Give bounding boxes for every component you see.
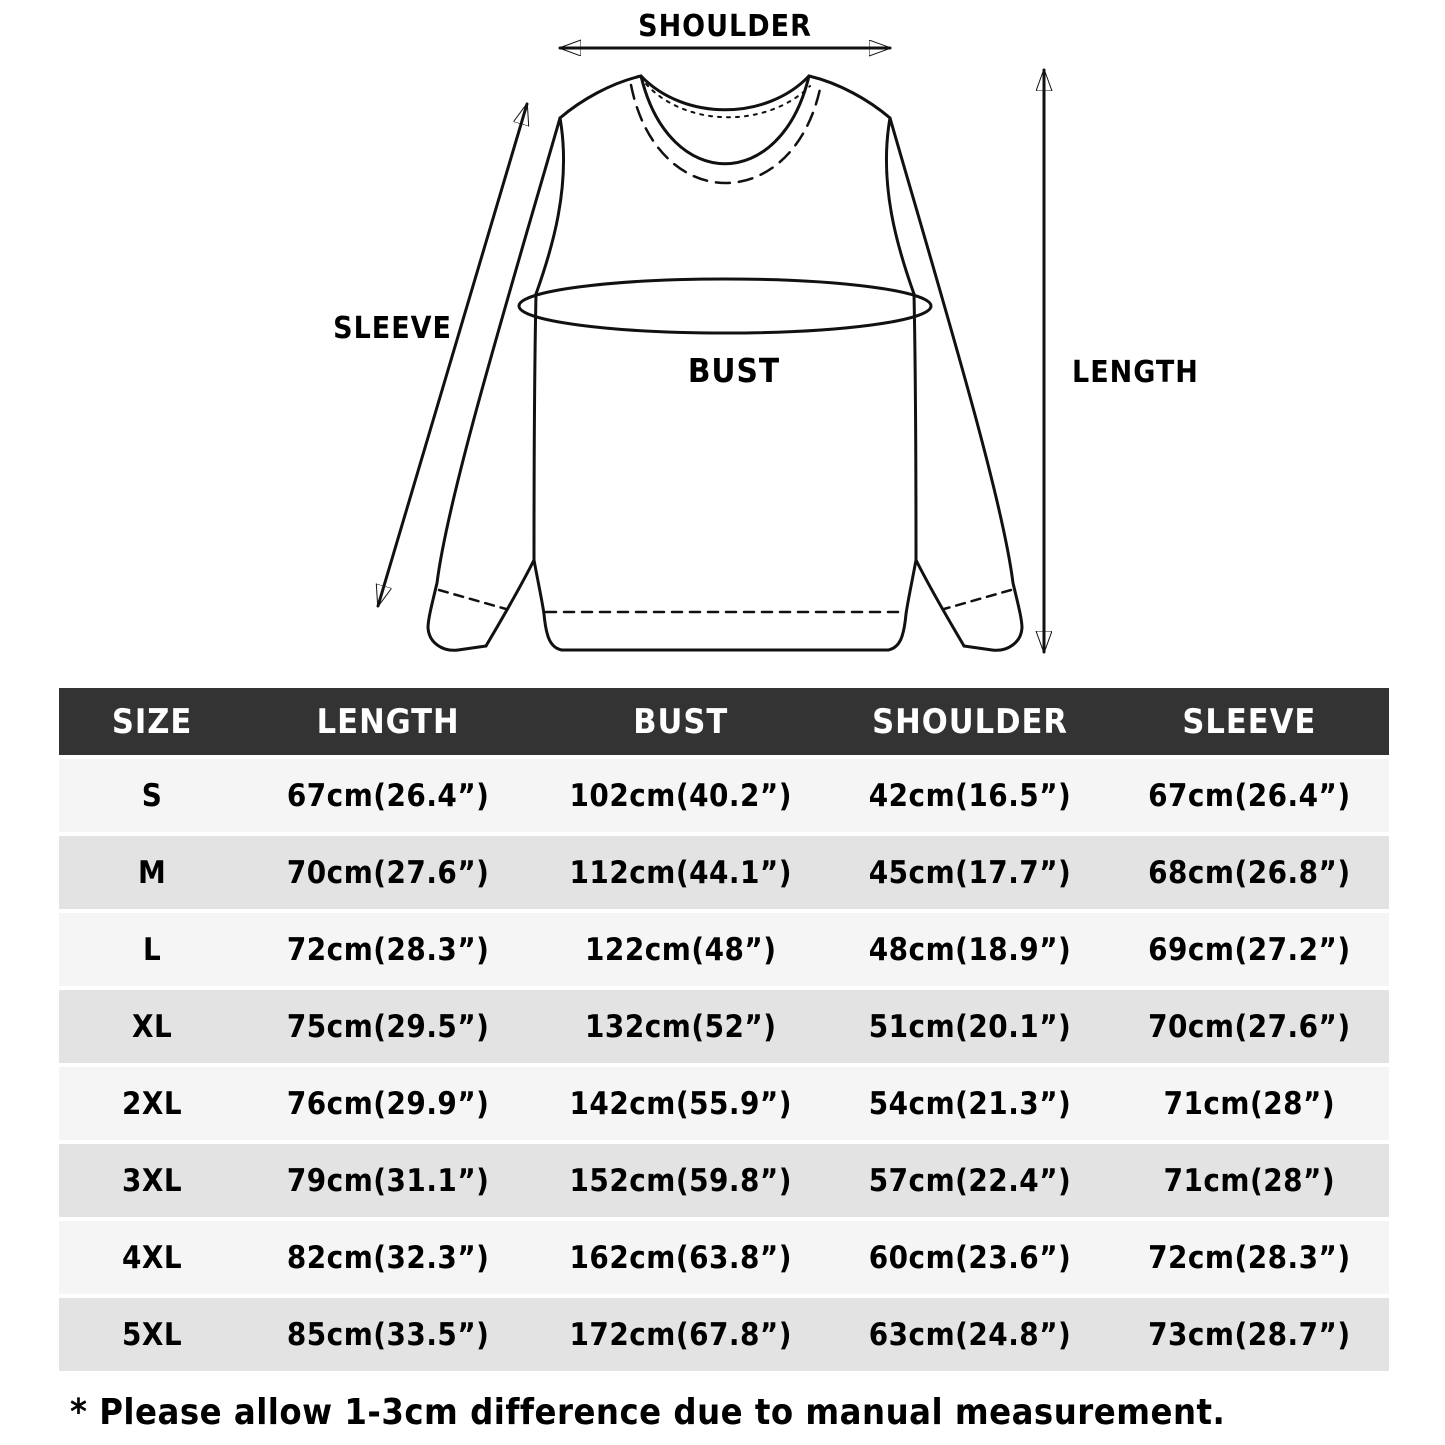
length-cell: 67cm(26.4”) — [245, 757, 531, 834]
length-label: LENGTH — [1072, 355, 1199, 390]
size-cell: L — [59, 911, 245, 988]
body-right-edge — [888, 294, 916, 650]
bust-cell: 142cm(55.9”) — [531, 1065, 830, 1142]
sleeve-cell: 71cm(28”) — [1110, 1065, 1389, 1142]
size-cell: M — [59, 834, 245, 911]
back-neckline — [641, 76, 809, 110]
table-row — [59, 1142, 1389, 1219]
shoulder-cell: 48cm(18.9”) — [830, 911, 1109, 988]
right-sleeve-inner-edge — [916, 560, 964, 646]
table-row — [59, 1219, 1389, 1296]
shoulder-cell: 57cm(22.4”) — [830, 1142, 1109, 1219]
bust-cell: 152cm(59.8”) — [531, 1142, 830, 1219]
size-cell: 4XL — [59, 1219, 245, 1296]
column-header-shoulder: SHOULDER — [830, 688, 1109, 757]
table-row — [59, 1065, 1389, 1142]
length-cell: 75cm(29.5”) — [245, 988, 531, 1065]
size-table-body — [59, 757, 1389, 1371]
bust-cell: 102cm(40.2”) — [531, 757, 830, 834]
left-armhole — [536, 118, 564, 294]
column-header-length: LENGTH — [245, 688, 531, 757]
right-armhole — [886, 118, 914, 294]
bust-cell: 162cm(63.8”) — [531, 1219, 830, 1296]
size-cell: XL — [59, 988, 245, 1065]
measurement-note: * Please allow 1-3cm difference due to manual measurement. — [70, 1392, 1226, 1433]
size-cell: S — [59, 757, 245, 834]
length-cell: 79cm(31.1”) — [245, 1142, 531, 1219]
column-header-size: SIZE — [59, 688, 245, 757]
sleeve-cell: 70cm(27.6”) — [1110, 988, 1389, 1065]
bust-cell: 122cm(48”) — [531, 911, 830, 988]
size-table — [59, 688, 1389, 1371]
back-collar-stitch — [646, 84, 810, 117]
sleeve-arrow — [378, 104, 527, 606]
right-shoulder-edge — [809, 76, 890, 118]
shoulder-label: SHOULDER — [638, 9, 812, 44]
garment-diagram — [0, 0, 1445, 682]
left-cuff-stitch-line — [439, 590, 506, 609]
sleeve-cell: 67cm(26.4”) — [1110, 757, 1389, 834]
shoulder-cell: 63cm(24.8”) — [830, 1296, 1109, 1371]
size-cell: 2XL — [59, 1065, 245, 1142]
size-cell: 5XL — [59, 1296, 245, 1371]
sleeve-cell: 72cm(28.3”) — [1110, 1219, 1389, 1296]
column-header-bust: BUST — [531, 688, 830, 757]
length-cell: 85cm(33.5”) — [245, 1296, 531, 1371]
shoulder-cell: 42cm(16.5”) — [830, 757, 1109, 834]
size-cell: 3XL — [59, 1142, 245, 1219]
sleeve-cell: 71cm(28”) — [1110, 1142, 1389, 1219]
length-cell: 70cm(27.6”) — [245, 834, 531, 911]
left-sleeve-inner-edge — [486, 560, 534, 646]
front-collar-seam — [631, 85, 820, 183]
length-cell: 82cm(32.3”) — [245, 1219, 531, 1296]
bust-cell: 172cm(67.8”) — [531, 1296, 830, 1371]
column-header-sleeve: SLEEVE — [1110, 688, 1389, 757]
bust-cell: 132cm(52”) — [531, 988, 830, 1065]
shoulder-cell: 54cm(21.3”) — [830, 1065, 1109, 1142]
bust-ellipse — [519, 279, 931, 333]
table-row — [59, 1296, 1389, 1371]
sleeve-cell: 69cm(27.2”) — [1110, 911, 1389, 988]
right-sleeve-outer-edge — [890, 118, 1022, 650]
bust-cell: 112cm(44.1”) — [531, 834, 830, 911]
bust-label: BUST — [687, 351, 781, 390]
length-cell: 76cm(29.9”) — [245, 1065, 531, 1142]
table-row — [59, 834, 1389, 911]
sleeve-label: SLEEVE — [333, 311, 452, 346]
right-cuff-stitch-line — [944, 590, 1011, 609]
header-row — [59, 688, 1389, 757]
length-cell: 72cm(28.3”) — [245, 911, 531, 988]
size-table-header — [59, 688, 1389, 757]
sleeve-cell: 73cm(28.7”) — [1110, 1296, 1389, 1371]
shoulder-cell: 45cm(17.7”) — [830, 834, 1109, 911]
shoulder-cell: 60cm(23.6”) — [830, 1219, 1109, 1296]
sleeve-cell: 68cm(26.8”) — [1110, 834, 1389, 911]
front-neckline — [641, 76, 809, 164]
table-row — [59, 757, 1389, 834]
shoulder-cell: 51cm(20.1”) — [830, 988, 1109, 1065]
left-shoulder-edge — [560, 76, 641, 118]
body-left-edge — [534, 294, 562, 650]
left-sleeve-outer-edge — [428, 118, 560, 650]
table-row — [59, 988, 1389, 1065]
table-row — [59, 911, 1389, 988]
